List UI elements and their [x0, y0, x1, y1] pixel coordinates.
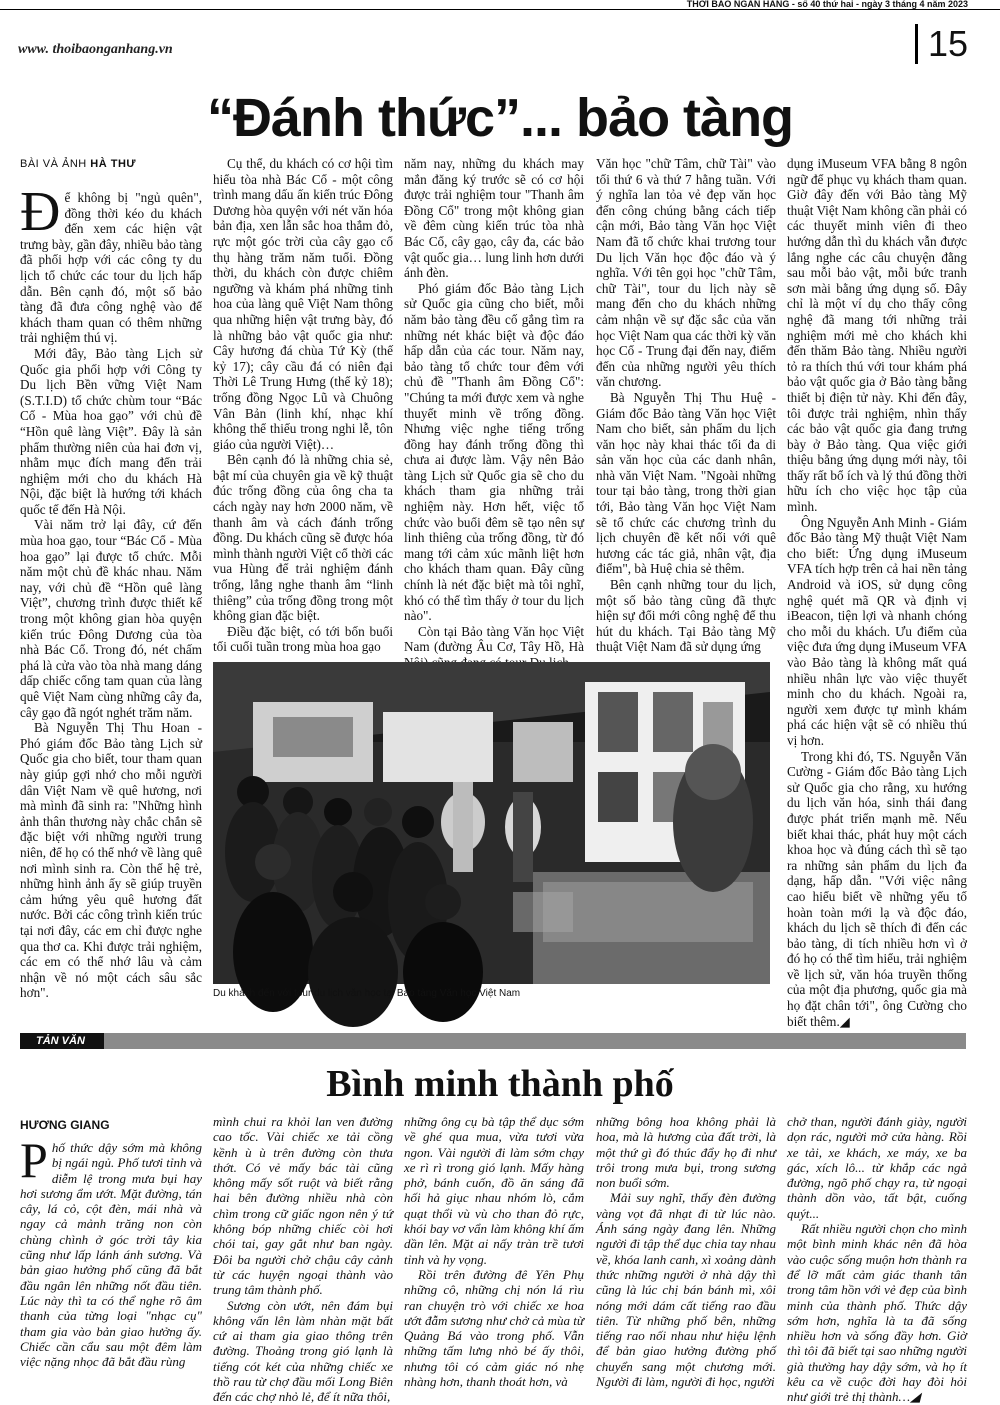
paragraph: những ông cụ bà tập thể dục sớm về ghé qua mua, vừa tươi vừa ngon. Vài người đi làm sớm chạy xe rì rì trong gió lạnh. Mấy hàng phở, bánh cuốn, đồ ăn sáng đã hối hả giục nhau nhóm lò, cắm quạt thổi vù vù cho than đỏ rực, khói bay vơ vẩn làm không khí ấm dần lên. Mặt ai nấy tràn trề tươi tỉnh và hy vọng.	[404, 1114, 584, 1267]
byline-prefix: BÀI VÀ ẢNH	[20, 158, 91, 170]
article2-column-5	[787, 1114, 967, 1405]
paragraph: Bà Nguyễn Thị Thu Hoan - Phó giám đốc Bảo tàng Lịch sử Quốc gia cho biết, tour tham quan này giúp gợi nhớ cho mỗi người dân Việt Nam về quê hương, nơi mà mình đã sinh ra: "Những hình ảnh thân thương này chắc chắn sẽ đặc biệt với những người trung niên, để họ có thể nhớ về làng quê nơi mình sinh ra. Còn thế hệ trẻ, những hình ảnh ấy sẽ giúp truyền cảm hứng yêu quê hương đất nước. Bởi các công trình kiến trúc tại nơi đây, các em chỉ được nghe qua thơ ca. Khi được trải nghiệm, các em có thể nhớ lâu và cảm nhận về nó một cách sâu sắc hơn".	[20, 720, 202, 1001]
paragraph: Ông Nguyễn Anh Minh - Giám đốc Bảo tàng Mỹ thuật Việt Nam cho biết: Ứng dụng iMuseum VFA tích hợp trên cả hai nền tảng Android và iOS, sử dụng công nghệ quét mã QR và định vị iBeacon, tiện lợi và nhanh chóng cho mỗi du khách. Ưu điểm của việc đưa ứng dụng iMuseum VFA vào Bảo tàng là không mất quá nhiều nhân lực vào việc thuyết minh cho du khách. Ngoài ra, người xem được tự mình khám phá các hiện vật sẽ có nhiều thú vị hơn.	[787, 514, 967, 748]
paragraph: những bông hoa không phải là hoa, mà là hương của đất trời, là một thứ gì đó thúc đẩy họ đi như trôi trong mưa bụi, trong sương non buổi sớm.	[596, 1114, 776, 1191]
top-bar	[0, 0, 1000, 10]
article2-column-3	[404, 1114, 584, 1396]
paragraph: năm nay, những du khách may mắn đăng ký trước sẽ có cơ hội được trải nghiệm tour "Thanh âm Đồng Cổ" trong một không gian về đêm cùng kiến trúc tòa nhà Bác Cổ, cây gạo, cây đa, các bảo vật quốc gia… lung linh hơn dưới ánh đèn.	[404, 156, 584, 281]
paragraph: Bên cạnh những tour du lịch, một số bảo tàng cũng đã thực hiện sự đổi mới công nghệ để thu hút du khách. Tại Bảo tàng Mỹ thuật Việt Nam đã sử dụng ứng	[596, 577, 776, 655]
paragraph: Sương còn ướt, nên đám bụi không vấn lên làm nhàn mặt bất cứ ai tham gia giao thông trên đường. Thoảng trong gió lạnh là tiếng cót két của những chiếc xe thồ rau từ chợ đầu mối Long Biên đến các chợ nhỏ lẻ, để ít nữa thôi,	[213, 1297, 393, 1405]
article-byline	[20, 158, 136, 170]
paragraph: Bà Nguyễn Thị Thu Huệ - Giám đốc Bảo tàng Văn học Việt Nam cho biết, sản phẩm du lịch văn học này khai thác tối đa di sản văn học của các danh nhân, nhà văn Việt Nam. "Ngoài những tour tại bảo tàng, trong thời gian tới, Bảo tàng Văn học Việt Nam sẽ tổ chức các chương trình du lịch chuyên đề kết nối với quê hương các tác giả, nhân vật, địa điểm", bà Huệ chia sẻ thêm.	[596, 389, 776, 577]
paragraph: ể không bị "ngủ quên", đồng thời kéo du khách đến xem các hiện vật trưng bày, gần đây, nhiều bảo tàng đã phối hợp với các công ty du lịch tổ chức các tour du lịch hấp dẫn. Bên cạnh đó, một số bảo tàng đã đưa công nghệ vào để khách tham quan có thêm những trải nghiệm thú vị.	[20, 190, 202, 346]
paragraph: Mới đây, Bảo tàng Lịch sử Quốc gia phối hợp với Công ty Du lịch Bền vững Việt Nam (S.T.I.D) tổ chức chùm tour “Bác Cổ - Mùa hoa gạo” với chủ đề “Hồn quê làng Việt”. Đây là sản phẩm thường niên của hai đơn vị, nhằm mục đích mang đến trải nghiệm mới cho du khách Hà Nội, đặc biệt là hướng tới khách quốc tế đến Hà Nội.	[20, 345, 202, 517]
article-column-1	[20, 181, 202, 1022]
paragraph: dụng iMuseum VFA bằng 8 ngôn ngữ để phục vụ khách tham quan. Giờ đây đến với Bảo tàng Mỹ thuật Việt Nam không cần phải có các thuyết minh viên đi theo hướng dẫn thì du khách vẫn được lắng nghe các câu chuyện đằng sau mỗi bảo vật, mỗi bức tranh sơn mài bằng ứng dụng số. Đây chỉ là một ví dụ cho thấy công nghệ đã mang tới những trải nghiệm mới mẻ cho khách khi đến thăm Bảo tàng. Nhiều người tỏ ra thích thú với tour khám phá bảo vật quốc gia ở Bảo tàng bằng thiết bị điện tử này. Khi đến đây, tôi được trải nghiệm, nhìn thấy các bảo vật quốc gia đang trưng bày ở Bảo tàng. Qua việc giới thiệu bằng ứng dụng mới này, tôi thấy rất bổ ích và lý thú đồng thời hữu ích cho việc học tập của mình.	[787, 156, 967, 515]
paragraph: Còn tại Bảo tàng Văn học Việt Nam (đường Âu Cơ, Tây Hồ, Hà	[404, 623, 584, 655]
paragraph: mình chui ra khỏi lan ven đường cao tốc. Vài chiếc xe tải cồng kềnh ù ù trên đường còn thưa thớt. Có vẻ mấy bác tài cũng không mấy sốt ruột và biết rằng hai bên đường nhiều nhà còn chìm trong cữ giấc ngon nên ý tứ không bóp những chiếc còi hơi chói tai, gay gắt như ban ngày. Đôi ba người chở chậu cây cảnh từ các huyện ngoại thành vào trung tâm thành phố.	[213, 1114, 393, 1298]
article-column-2	[213, 156, 393, 654]
paragraph: Trong khi đó, TS. Nguyễn Văn Cường - Giám đốc Bảo tàng Lịch sử Quốc gia cho rằng, xu hướng du lịch văn hóa, sinh thái đang được phát triển mạnh mẽ. Nếu biết khai thác, phát huy một cách khoa học và đúng cách thì sẽ tạo ra những sản phẩm du lịch đa dạng, hấp dẫn. "Với việc nâng cao hiểu biết về những yếu tố hoàn toàn mới lạ và độc đáo, khách du lịch sẽ thích đi đến các bảo tàng, di tích nhiều hơn vì ở đó họ có thể tìm hiểu, trải nghiệm về lịch sử, văn hóa truyền thống của một địa phương, quốc gia mà họ đặt chân tới", ông Cường cho biết thêm.◢	[787, 748, 967, 1029]
section-divider	[20, 1033, 966, 1049]
paragraph: Phó giám đốc Bảo tàng Lịch sử Quốc gia cũng cho biết, mỗi năm bảo tàng đều cố gắng tìm ra những nét khác biệt và độc đáo hấp dẫn của các tour. Năm nay, bảo tàng tổ chức tour đêm với chủ đề "Thanh âm Đồng Cổ": "Chúng ta mới được xem và nghe thuyết minh về trống đồng. Nhưng việc nghe tiếng trống đồng hay đánh trống đồng thì chưa ai được làm. Vậy nên Bảo tàng Lịch sử Quốc gia sẽ cho du khách tham gia những trải nghiệm này. Hơn hết, việc tổ chức vào buổi đêm sẽ tạo nên sự linh thiêng của trống đồng, từ đó mang tới cảm xúc mãnh liệt hơn cho khách tham quan. Đây cũng chính là nét đặc biệt mà tôi nghĩ, khó có thể tìm thấy ở tour du lịch nào".	[404, 280, 584, 624]
issue-info: THỜI BÁO NGÂN HÀNG - số 40 thứ hai - ngày 3 tháng 4 năm 2023	[686, 0, 968, 9]
paragraph: Mải suy nghĩ, thấy đèn đường vàng vọt đã nhạt đi từ lúc nào. Ánh sáng ngày đang lên. Những người đi tập thể dục chia tay nhau về, khóa lanh canh, xì xoảng dành thức những người ở nhà dậy thì cũng là lúc chị bán bánh mì, xôi nóng mới dám cất tiếng rao đầu tiên. Từ những phố bên, những tiếng rao nối nhau như hiệu lệnh để bản giao hưởng đường phố chuyển sang một chương mới. Người đi làm, người đi học, người	[596, 1190, 776, 1390]
article2-column-1	[20, 1132, 202, 1396]
paragraph: Bên cạnh đó là những chia sẻ, bật mí của chuyên gia về kỹ thuật đúc trống đồng của ông cha ta cách ngày nay hơn 2000 năm, về thanh âm và cách đánh trống đồng. Du khách cũng sẽ được hóa mình thành người Việt cổ thời các vua Hùng để trải nghiệm đánh trống, lắng nghe thanh âm “linh thiêng” của trống đồng trong một không gian đặc biệt.	[213, 452, 393, 624]
article-title: “Đánh thức”... bảo tàng	[206, 88, 794, 148]
article-column-4	[596, 156, 776, 654]
paragraph: Điều đặc biệt, có tới bốn buổi tối cuối tuần trong mùa hoa gạo	[213, 623, 393, 655]
photo-caption: Du khách đến với tour du lịch văn học tại Bảo tàng Văn học Việt Nam	[213, 988, 521, 999]
paragraph: Rất nhiều người chọn cho mình một bình minh khác nên đã hòa vào cuộc sống muộn hơn thành ra để lỡ mất cảm giác thanh tân trong tâm hồn với vẻ đẹp của bình minh của thành phố. Thức dậy sớm hơn, nghĩa là ta đã sống nhiều hơn và sống đầy hơn. Giờ thì tôi đã biết tại sao những người già thường hay dậy sớm, và họ ít kêu ca về cuộc đời hay đòi hỏi như giới trẻ thị thành…◢	[787, 1221, 967, 1405]
dropcap: P	[20, 1132, 48, 1188]
paragraph: Vài năm trở lại đây, cứ đến mùa hoa gạo, tour “Bác Cổ - Mùa hoa gạo” lại được tổ chức. Mỗi năm một chủ đề khác nhau. Năm nay, với chủ đề “Hồn quê làng Việt”, chương trình được thiết kế trong một không gian hòa quyện kiến trúc Đông Dương của tòa nhà Bác Cổ. Trong đó, nét chấm phá là cửa vào tòa nhà mang dáng dấp chiếc cổng tam quan của làng quê Việt Nam cùng những cây đa, cây gạo đã ngót nghét trăm năm.	[20, 517, 202, 720]
site-url[interactable]: www. thoibaonganhang.vn	[18, 42, 173, 57]
article-photo	[213, 662, 770, 984]
article2-column-4	[596, 1114, 776, 1396]
article2-author: HƯƠNG GIANG	[20, 1118, 110, 1132]
article-column-5	[787, 156, 967, 1029]
paragraph: Rồi trên đường đê Yên Phụ những cô, những chị nón lá rìu ran chuyện trò với chiếc xe hoa ướt đẫm sương như chở cả mùa từ Quảng Bá vào trong phố. Vẫn những tấm lưng nhỏ bé ấy thôi, nhưng tôi có cảm giác nó nhẹ nhàng hơn, thanh thoát hơn, và	[404, 1266, 584, 1390]
paragraph: hố thức dậy sớm mà không bị ngái ngủ. Phố tươi tỉnh và diễm lệ trong mưa bụi hay hơi sương ẩm ướt. Mặt đường, tán cây, lá cỏ, cột đèn, mái nhà và ngay cả mảnh trăng non còn chùng chình ở góc trời tây kia cũng như lấp lánh ánh sương. Và bản giao hưởng phố cũng đã bắt đầu ngân lên những nốt đầu tiên. Lúc này thì ta có thể nghe rõ âm thanh của từng loại "nhạc cụ" tham gia vào bản giao hưởng ấy. Chiếc cần cẩu sau một đêm làm việc nặng nhọc đã bắt đầu rùng	[20, 1140, 202, 1370]
paragraph: chở than, người đánh giày, người dọn rác, người mở cửa hàng. Rồi xe tải, xe khách, xe máy, xe ba gác, xích lô... từ khắp các ngả đường, ngõ phố chạy ra, từ ngoại thành dồn vào, tất bật, cuống quýt...	[787, 1114, 967, 1221]
page-number: 15	[915, 24, 968, 64]
paragraph: Văn học "chữ Tâm, chữ Tài" vào tối thứ 6 và thứ 7 hằng tuần. Với ý nghĩa lan tỏa vẻ đẹp văn học đến công chúng bằng cách tiếp cận mới, Bảo tàng Văn học Việt Nam đã tổ chức khai trương tour Du lịch Văn học độc đáo và ý nghĩa. Với tên gọi học "chữ Tâm, chữ Tài", tour du lịch này sẽ mang đến cho du khách những cảm nhận về sự đặc sắc của văn học Việt Nam qua các thời kỳ văn học Cổ - Trung đại đến nay, điểm đến của những người yêu thích văn chương.	[596, 156, 776, 390]
section-tag: TẢN VĂN	[20, 1033, 104, 1049]
byline-author: HÀ THƯ	[90, 158, 137, 170]
article2-column-2	[213, 1114, 393, 1405]
dropcap: Đ	[20, 181, 61, 243]
article-column-3	[404, 156, 584, 654]
article2-title: Bình minh thành phố	[326, 1063, 674, 1105]
paragraph: Cụ thể, du khách có cơ hội tìm hiểu tòa nhà Bác Cổ - một công trình mang dấu ấn kiến trúc Đông Dương hòa quyện với nét văn hóa bản địa, xen lẫn sắc hoa thắm đỏ, rực một góc trời của cây gạo cổ thụ hàng trăm năm tuổi. Đồng thời, du khách còn được chiêm ngưỡng và khám phá những tinh hoa của làng quê Việt Nam thông qua những hiện vật trưng bày, đó là những bảo vật quốc gia như: Cây hương đá chùa Tứ Kỳ (thế kỷ 17); cây cầu đá có niên đại Thời Lê Trung Hưng (thế kỷ 18); trống đồng Ngọc Lũ và Chuông Vân Bản (linh khí, nhạc khí không thể thiếu trong nghi lễ, tôn giáo của người Việt)…	[213, 156, 393, 452]
